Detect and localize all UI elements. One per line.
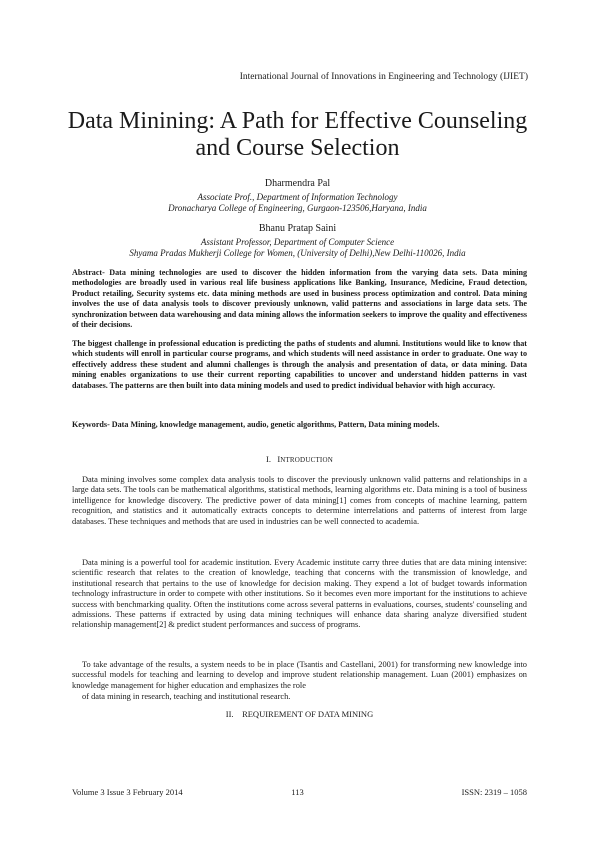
paper-title [40, 108, 555, 162]
footer-volume: Volume 3 Issue 3 February 2014 [72, 787, 183, 797]
keywords: Keywords- Data Mining, knowledge management, audio, genetic algorithms, Pattern, Data mining models. [72, 420, 440, 429]
section-number: II. [225, 709, 234, 719]
journal-header: International Journal of Innovations in Engineering and Technology (IJIET) [239, 72, 528, 82]
affiliation-2-line-2: Shyama Pradas Mukherji College for Women, (University of Delhi),New Delhi-110026, India [129, 248, 466, 258]
section-heading-introduction [72, 454, 527, 464]
section-title: REQUIREMENT OF DATA MINING [242, 709, 374, 719]
section-title-rest: NTRODUCTION [280, 456, 333, 464]
author-name-2: Bhanu Pratap Saini [258, 223, 337, 234]
abstract-paragraph-1: Abstract- Data mining technologies are used to discover the hidden information from the varying data sets. Data mining methodologies are broadly used in various real life business applications like Banking, Insurance, Medicine, Fraud detection, Product retailing, Security systems etc. data mining methods are used in business process optimization and control. Data mining involves the use of data analysis tools to discover previously unknown, valid patterns and associations in large data sets. The synchronization between data warehousing and data mining allows the information seekers to improve the quality and effectiveness of their decisions. [72, 268, 527, 330]
author-name-1: Dharmendra Pal [264, 178, 331, 189]
author-affiliation-1 [40, 192, 555, 214]
affiliation-1-line-1: Associate Prof., Department of Information Technology [197, 192, 398, 202]
section-heading-requirement [72, 709, 527, 719]
intro-paragraph-3-tail: of data mining in research, teaching and institutional research. [82, 692, 291, 701]
footer-page-number: 113 [291, 787, 304, 797]
intro-paragraph-3: To take advantage of the results, a system needs to be in place (Tsantis and Castellani, 2001) for transforming new knowledge into successful models for teaching and learning to develop and improve student relationship management. Luan (2001) emphasizes on knowledge management for higher education and emphasizes the role [72, 660, 527, 690]
footer-issn: ISSN: 2319 – 1058 [461, 787, 527, 797]
title-line-1: Data Minining: A Path for Effective Counseling [67, 108, 528, 134]
author-affiliation-2 [40, 237, 555, 259]
intro-paragraph-2: Data mining is a powerful tool for academic institution. Every Academic institute carry three duties that are data mining intensive: scientific research that relates to the creation of knowledge, teaching that concerns with the transmission of knowledge, and institutional research that pertains to the use of knowledge for decision making. They expend a lot of budget towards information technology infrastructure in order to compete with other institutions. So it becomes even more important for the institutions to achieve success with benchmarking quality. Often the institutions come across several patterns in evaluations, courses, students' counseling and admissions. These patterns if extracted by using data mining techniques will enhance data sharing analyze diversified student relationship management[2] & predict student performances and success of programs. [72, 558, 527, 630]
title-line-2: and Course Selection [195, 135, 400, 161]
section-title-first-letter: I [277, 454, 281, 464]
intro-paragraph-1: Data mining involves some complex data analysis tools to discover the previously unknown valid patterns and relationships in a large data sets. The tools can be mathematical algorithms, statistical methods, learning algorithms etc. Data mining is a tool of business intelligence for knowledge discovery. The predictive power of data mining[1] comes from concepts of machine learning, pattern recognition, and statistics and it automatically extracts concepts to determine interrelations and patterns of interest from large databases. These techniques and methods that are used in industries can be well connected to academia. [72, 475, 527, 526]
abstract-paragraph-2: The biggest challenge in professional education is predicting the paths of students and alumni. Institutions would like to know that which students will enroll in particular course programs, and which students will need assistance in order to graduate. One way to effectively address these student and alumni challenges is through the analysis and presentation of data, or data mining. Data mining enables organizations to use their current reporting capabilities to uncover and understand hidden patterns in vast databases. The patterns are then built into data mining models and used to predict individual behavior with high accuracy. [72, 339, 527, 390]
affiliation-1-line-2: Dronacharya College of Engineering, Gurgaon-123506,Haryana, India [168, 203, 427, 213]
section-number: I. [266, 454, 271, 464]
affiliation-2-line-1: Assistant Professor, Department of Computer Science [200, 237, 395, 247]
